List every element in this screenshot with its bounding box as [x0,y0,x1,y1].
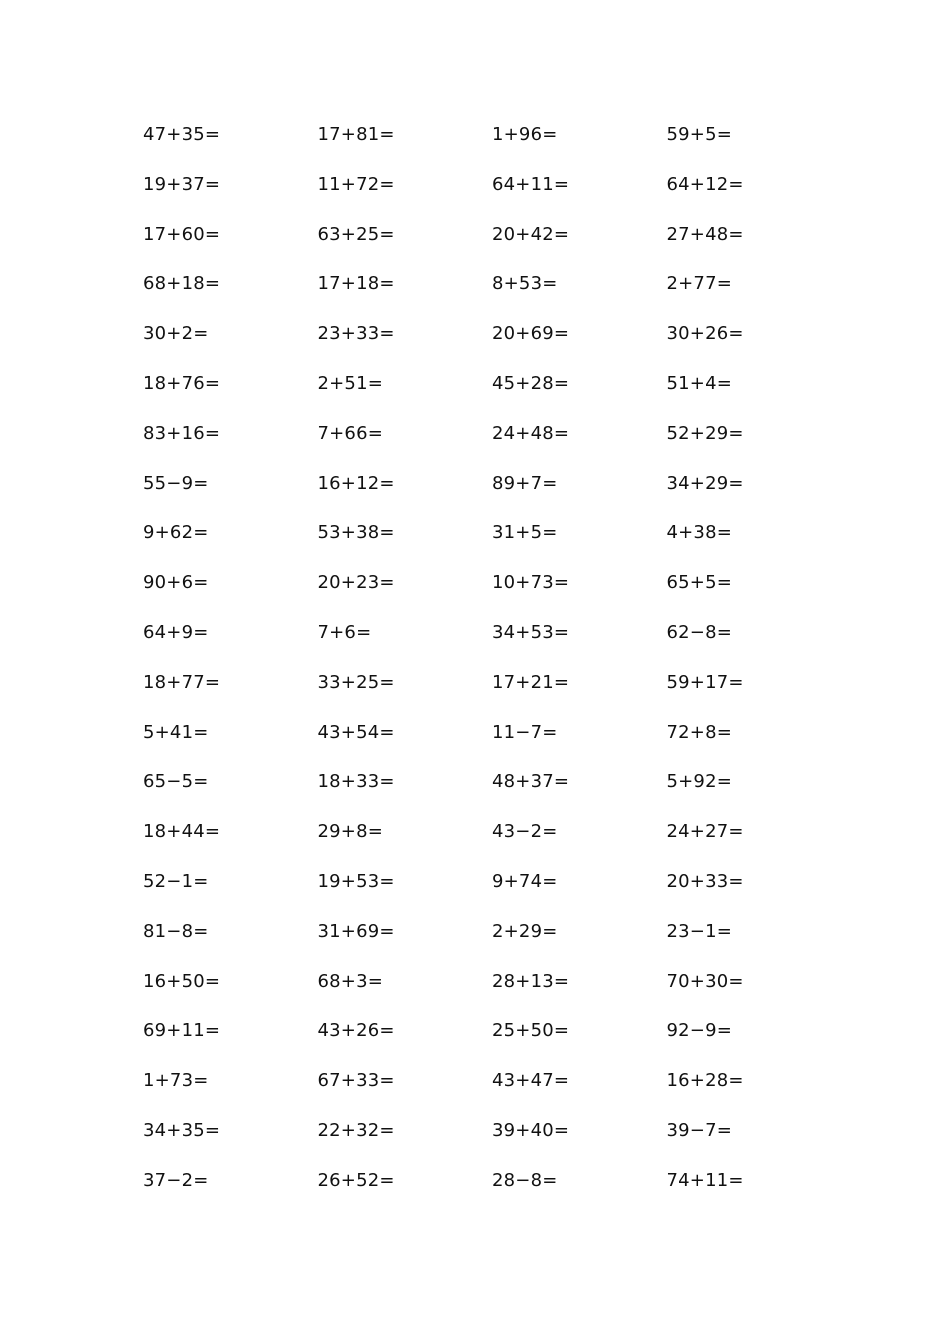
arithmetic-problem: 23+33= [317,323,395,345]
arithmetic-problem: 31+5= [492,522,558,544]
problem-row [143,519,843,569]
arithmetic-problem: 20+42= [492,223,570,245]
arithmetic-problem: 52−1= [143,870,209,892]
arithmetic-problem: 27+48= [666,223,744,245]
arithmetic-problem: 70+30= [666,970,744,992]
arithmetic-problem: 24+48= [492,422,570,444]
arithmetic-problem: 39−7= [666,1119,733,1141]
arithmetic-problem: 81−8= [143,920,209,942]
arithmetic-problem: 59+5= [666,124,733,145]
arithmetic-problem: 18+33= [317,771,395,793]
arithmetic-problem: 28−8= [492,1169,558,1191]
arithmetic-problem: 9+62= [143,522,209,544]
arithmetic-problem: 20+33= [666,870,744,892]
arithmetic-problem: 10+73= [492,572,570,594]
arithmetic-problem: 5+92= [666,771,733,793]
arithmetic-problem: 30+2= [143,323,209,345]
problem-row [143,868,843,918]
arithmetic-problem: 48+37= [492,771,570,793]
arithmetic-problem: 74+11= [666,1169,744,1191]
problem-row [143,370,843,420]
arithmetic-problem: 17+18= [317,273,395,295]
arithmetic-problem: 30+26= [666,323,744,345]
problem-row [143,918,843,968]
arithmetic-problem: 89+7= [492,472,558,494]
arithmetic-problem: 5+41= [143,721,209,743]
arithmetic-problem: 25+50= [492,1020,570,1042]
arithmetic-problem: 53+38= [317,522,395,544]
arithmetic-problem: 18+77= [143,671,221,693]
arithmetic-problem: 26+52= [317,1169,395,1191]
arithmetic-problem: 19+53= [317,870,395,892]
arithmetic-problem: 24+27= [666,821,744,843]
problem-row [143,1117,843,1167]
problem-row [143,171,843,221]
arithmetic-problem: 7+66= [317,422,384,444]
arithmetic-problem: 62−8= [666,621,733,643]
arithmetic-problem: 67+33= [317,1070,395,1092]
problem-row [143,420,843,470]
arithmetic-problem: 64+11= [492,173,570,195]
arithmetic-problem: 2+29= [492,920,558,942]
problem-row [143,768,843,818]
arithmetic-problem: 29+8= [317,821,384,843]
arithmetic-problem: 17+21= [492,671,570,693]
arithmetic-problem: 34+29= [666,472,744,494]
arithmetic-problem: 2+77= [666,273,733,295]
arithmetic-problem: 37−2= [143,1169,209,1191]
arithmetic-problem: 43+47= [492,1070,570,1092]
problem-row [143,569,843,619]
problem-row [143,121,843,171]
arithmetic-problem: 65−5= [143,771,209,793]
arithmetic-problem: 43−2= [492,821,558,843]
arithmetic-problem: 7+6= [317,621,372,643]
problem-row [143,1167,843,1217]
arithmetic-problem: 55−9= [143,472,209,494]
arithmetic-problem: 19+37= [143,173,221,195]
arithmetic-problem: 17+81= [317,124,395,145]
arithmetic-problem: 4+38= [666,522,733,544]
arithmetic-problem: 45+28= [492,372,570,394]
problem-row [143,669,843,719]
arithmetic-problem: 90+6= [143,572,209,594]
arithmetic-problem: 59+17= [666,671,744,693]
arithmetic-problem: 92−9= [666,1020,733,1042]
arithmetic-problem: 16+28= [666,1070,744,1092]
problem-row [143,818,843,868]
arithmetic-problem: 69+11= [143,1020,221,1042]
arithmetic-problem: 39+40= [492,1119,570,1141]
arithmetic-problem: 43+54= [317,721,395,743]
arithmetic-problem: 31+69= [317,920,395,942]
problem-row [143,320,843,370]
arithmetic-problem: 23−1= [666,920,733,942]
arithmetic-problem: 43+26= [317,1020,395,1042]
problem-grid [143,121,843,1217]
arithmetic-problem: 11+72= [317,173,395,195]
arithmetic-problem: 34+53= [492,621,570,643]
arithmetic-problem: 20+69= [492,323,570,345]
arithmetic-problem: 11−7= [492,721,558,743]
problem-row [143,968,843,1018]
arithmetic-problem: 63+25= [317,223,395,245]
arithmetic-problem: 20+23= [317,572,395,594]
arithmetic-problem: 18+76= [143,372,221,394]
arithmetic-problem: 72+8= [666,721,733,743]
arithmetic-problem: 2+51= [317,372,384,394]
arithmetic-problem: 64+9= [143,621,209,643]
arithmetic-problem: 9+74= [492,870,558,892]
arithmetic-problem: 22+32= [317,1119,395,1141]
arithmetic-problem: 64+12= [666,173,744,195]
arithmetic-problem: 17+60= [143,223,221,245]
problem-row [143,1017,843,1067]
arithmetic-problem: 83+16= [143,422,221,444]
problem-row [143,1067,843,1117]
arithmetic-problem: 52+29= [666,422,744,444]
arithmetic-problem: 68+18= [143,273,221,295]
arithmetic-problem: 47+35= [143,124,221,145]
problem-row [143,470,843,520]
arithmetic-problem: 51+4= [666,372,733,394]
arithmetic-problem: 1+73= [143,1070,209,1092]
arithmetic-problem: 34+35= [143,1119,221,1141]
arithmetic-problem: 68+3= [317,970,384,992]
problem-row [143,221,843,271]
problem-row [143,719,843,769]
arithmetic-problem: 16+50= [143,970,221,992]
arithmetic-problem: 65+5= [666,572,733,594]
arithmetic-problem: 1+96= [492,124,558,145]
arithmetic-problem: 16+12= [317,472,395,494]
arithmetic-problem: 33+25= [317,671,395,693]
arithmetic-problem: 28+13= [492,970,570,992]
problem-row [143,619,843,669]
arithmetic-problem: 18+44= [143,821,221,843]
arithmetic-problem: 8+53= [492,273,558,295]
problem-row [143,270,843,320]
